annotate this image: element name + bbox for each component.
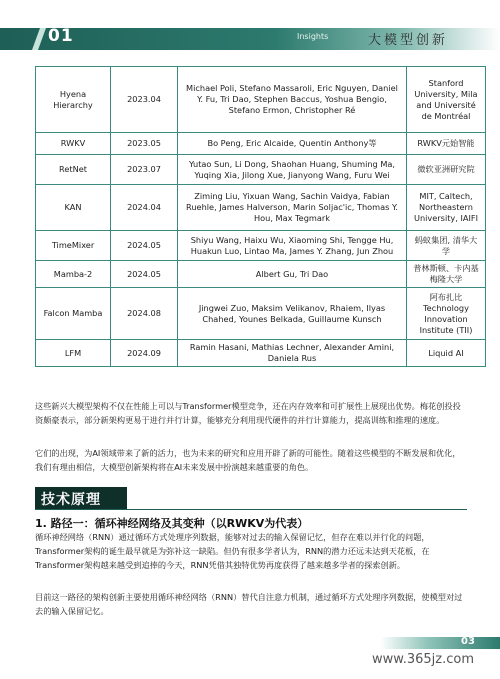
authors-cell: Michael Poli, Stefano Massaroli, Eric Nguyen, Daniel Y. Fu, Tri Dao, Stephen Baccus, Yoshua Bengio, Stefano Ermon, Christopher Ré (178, 67, 407, 133)
table-row (36, 231, 486, 261)
authors-cell: Yutao Sun, Li Dong, Shaohan Huang, Shuming Ma, Yuqing Xia, Jilong Xue, Jianyong Wang, Furu Wei (178, 155, 407, 185)
date-cell: 2023.04 (111, 67, 178, 133)
table-row (36, 261, 486, 288)
organization-cell: 阿布扎比 Technology Innovation Institute (TII) (407, 288, 486, 340)
model-name-cell: RetNet (36, 155, 111, 185)
authors-cell: Ramin Hasani, Mathias Lechner, Alexander Amini, Daniela Rus (178, 340, 407, 367)
model-table (35, 66, 486, 367)
model-name-cell: LFM (36, 340, 111, 367)
organization-cell: RWKV元始智能 (407, 133, 486, 155)
model-name-cell: Falcon Mamba (36, 288, 111, 340)
authors-cell: Shiyu Wang, Haixu Wu, Xiaoming Shi, Tengge Hu, Huakun Luo, Lintao Ma, James Y. Zhang, Jun Zhou (178, 231, 407, 261)
table-row (36, 288, 486, 340)
header-insights-label: Insights (297, 32, 329, 41)
organization-cell: MIT, Caltech, Northeastern University, IAIFI (407, 185, 486, 231)
page-header (0, 0, 500, 60)
watermark: www.365jz.com (372, 652, 474, 667)
section-divider (35, 509, 467, 510)
organization-cell: Stanford University, Mila and Université de Montréal (407, 67, 486, 133)
authors-cell: Jingwei Zuo, Maksim Velikanov, Rhaiem, Ilyas Chahed, Younes Belkada, Guillaume Kunsch (178, 288, 407, 340)
section-title-box (35, 487, 127, 509)
paragraph-2: 它们的出现，为AI领域带来了新的活力，也为未来的研究和应用开辟了新的可能性。随着这些模型的不断发展和优化，我们有理由相信，大模型创新架构将在AI未来发展中扮演越来越重要的角色。 (35, 448, 461, 472)
footer-bar (380, 637, 500, 649)
paragraph-4: 目前这一路径的架构创新主要使用循环神经网络（RNN）替代自注意力机制，通过循环方式处理序列数据，使模型对过去的输入保留记忆。 (35, 592, 463, 616)
paragraph-3: 循环神经网络（RNN）通过循环方式处理序列数据，能够对过去的输入保留记忆，但存在难以并行化的问题，Transformer架构的诞生最早就是为弥补这一缺陷。但仍有很多学者认为，RNN的潜力还远未达到天花板，在Transformer架构越来越受到追捧的今天，RNN凭借其独特优势再度获得了越来越多学者的探索创新。 (35, 532, 430, 570)
organization-cell: 蚂蚁集团, 清华大学 (407, 231, 486, 261)
table-row (36, 155, 486, 185)
model-name-cell: Mamba-2 (36, 261, 111, 288)
table-row (36, 185, 486, 231)
chapter-number: 01 (48, 26, 74, 46)
paragraph-1: 这些新兴大模型架构不仅在性能上可以与Transformer模型竞争，还在内存效率和可扩展性上展现出优势。梅花创投投资颇豪表示，部分新架构更易于进行并行计算，能够充分利用现代硬件的并行计算能力，提高训练和推理的速度。 (35, 401, 461, 425)
header-title: 大模型创新 (368, 33, 449, 48)
authors-cell: Albert Gu, Tri Dao (178, 261, 407, 288)
model-name-cell: RWKV (36, 133, 111, 155)
table-row (36, 133, 486, 155)
table-row (36, 67, 486, 133)
date-cell: 2024.04 (111, 185, 178, 231)
date-cell: 2023.07 (111, 155, 178, 185)
section-title: 技术原理 (41, 492, 101, 508)
organization-cell: 微软亚洲研究院 (407, 155, 486, 185)
date-cell: 2024.08 (111, 288, 178, 340)
model-name-cell: KAN (36, 185, 111, 231)
model-name-cell: TimeMixer (36, 231, 111, 261)
authors-cell: Bo Peng, Eric Alcaide, Quentin Anthony等 (178, 133, 407, 155)
subheading: 1. 路径一：循环神经网络及其变种（以RWKV为代表） (35, 517, 309, 530)
page-number: 03 (461, 636, 475, 647)
organization-cell: Liquid AI (407, 340, 486, 367)
table-row (36, 340, 486, 367)
date-cell: 2024.05 (111, 231, 178, 261)
model-name-cell: Hyena Hierarchy (36, 67, 111, 133)
date-cell: 2023.05 (111, 133, 178, 155)
date-cell: 2024.09 (111, 340, 178, 367)
authors-cell: Ziming Liu, Yixuan Wang, Sachin Vaidya, Fabian Ruehle, James Halverson, Marin Soljac'ic, Thomas Y. Hou, Max Tegmark (178, 185, 407, 231)
organization-cell: 普林斯顿、卡内基梅隆大学 (407, 261, 486, 288)
date-cell: 2024.05 (111, 261, 178, 288)
